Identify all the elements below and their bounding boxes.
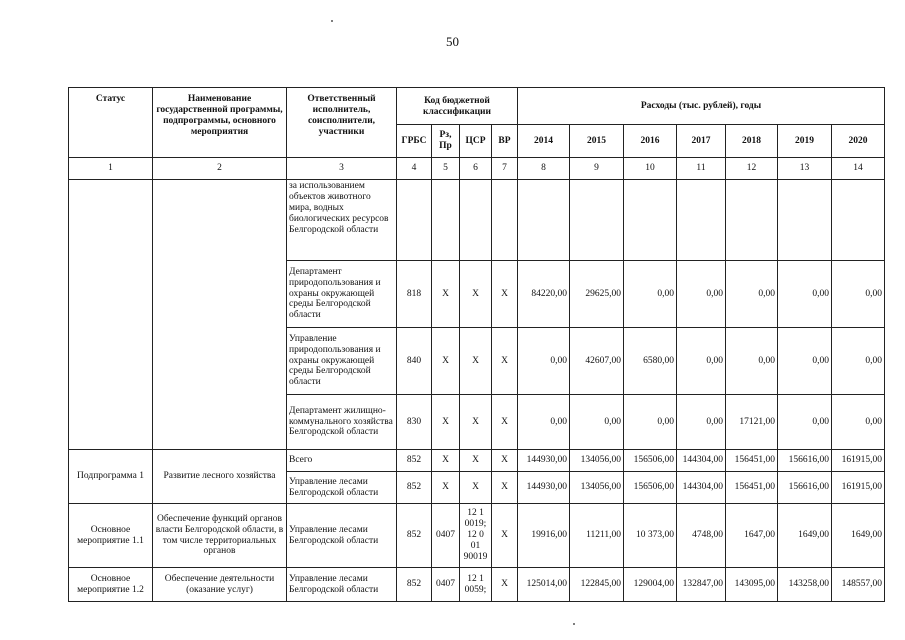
value-cell: 84220,00 bbox=[518, 261, 570, 328]
value-cell: 144304,00 bbox=[677, 472, 726, 504]
value-cell: 143258,00 bbox=[778, 568, 832, 602]
rz-cell: X bbox=[432, 395, 460, 450]
vr-cell: X bbox=[492, 261, 518, 328]
header-year: 2016 bbox=[624, 125, 677, 158]
scan-speck bbox=[331, 20, 333, 22]
value-cell: 1647,00 bbox=[726, 504, 778, 568]
csr-cell: X bbox=[460, 328, 492, 395]
header-year: 2015 bbox=[570, 125, 624, 158]
header-year: 2014 bbox=[518, 125, 570, 158]
status-cell: Основное мероприятие 1.1 bbox=[69, 504, 153, 568]
header-year: 2019 bbox=[778, 125, 832, 158]
value-cell: 0,00 bbox=[677, 328, 726, 395]
value-cell: 0,00 bbox=[832, 328, 885, 395]
column-number: 13 bbox=[778, 158, 832, 180]
grbs-cell: 852 bbox=[397, 568, 432, 602]
column-number: 9 bbox=[570, 158, 624, 180]
name-cell: Обеспечение функций органов власти Белгородской области, в том числе территориальных органов bbox=[153, 504, 287, 568]
value-cell: 4748,00 bbox=[677, 504, 726, 568]
table-row bbox=[69, 568, 885, 602]
grbs-cell: 852 bbox=[397, 450, 432, 472]
value-cell: 42607,00 bbox=[570, 328, 624, 395]
value-cell: 10 373,00 bbox=[624, 504, 677, 568]
value-cell: 144930,00 bbox=[518, 450, 570, 472]
value-cell: 0,00 bbox=[726, 328, 778, 395]
header-budget-code: Код бюджетной классификации bbox=[397, 88, 518, 125]
scan-speck bbox=[573, 623, 575, 625]
column-number: 6 bbox=[460, 158, 492, 180]
vr-cell: X bbox=[492, 472, 518, 504]
rz-cell: 0407 bbox=[432, 568, 460, 602]
csr-cell: 12 1 0019; 12 0 01 90019 bbox=[460, 504, 492, 568]
csr-cell: X bbox=[460, 395, 492, 450]
name-cell: Развитие лесного хозяйства bbox=[153, 450, 287, 504]
value-cell: 0,00 bbox=[518, 328, 570, 395]
value-cell: 17121,00 bbox=[726, 395, 778, 450]
value-cell: 0,00 bbox=[778, 261, 832, 328]
value-cell: 0,00 bbox=[570, 395, 624, 450]
value-cell: 144304,00 bbox=[677, 450, 726, 472]
rz-cell: 0407 bbox=[432, 504, 460, 568]
rz-cell: X bbox=[432, 472, 460, 504]
column-number: 4 bbox=[397, 158, 432, 180]
value-cell: 0,00 bbox=[778, 328, 832, 395]
csr-cell: X bbox=[460, 450, 492, 472]
value-cell: 161915,00 bbox=[832, 472, 885, 504]
value-cell: 19916,00 bbox=[518, 504, 570, 568]
grbs-cell: 840 bbox=[397, 328, 432, 395]
status-cell: Подпрограмма 1 bbox=[69, 450, 153, 504]
header-year: 2020 bbox=[832, 125, 885, 158]
executor-cell: Управление лесами Белгородской области bbox=[287, 568, 397, 602]
budget-table bbox=[68, 87, 885, 602]
value-cell: 0,00 bbox=[677, 395, 726, 450]
value-cell: 134056,00 bbox=[570, 450, 624, 472]
executor-cell: за использованием объектов животного мира, водных биологических ресурсов Белгородской области bbox=[287, 180, 397, 261]
column-number: 8 bbox=[518, 158, 570, 180]
header-vr: ВР bbox=[492, 125, 518, 158]
page-number: 50 bbox=[446, 34, 459, 49]
vr-cell: X bbox=[492, 328, 518, 395]
value-cell: 156451,00 bbox=[726, 450, 778, 472]
value-cell: 0,00 bbox=[832, 261, 885, 328]
csr-cell: X bbox=[460, 472, 492, 504]
header-year: 2018 bbox=[726, 125, 778, 158]
vr-cell: X bbox=[492, 395, 518, 450]
value-cell: 125014,00 bbox=[518, 568, 570, 602]
value-cell: 156506,00 bbox=[624, 450, 677, 472]
value-cell: 156506,00 bbox=[624, 472, 677, 504]
header-csr: ЦСР bbox=[460, 125, 492, 158]
rz-cell: X bbox=[432, 328, 460, 395]
name-cell bbox=[153, 180, 287, 450]
value-cell: 0,00 bbox=[677, 261, 726, 328]
executor-cell: Департамент жилищно-коммунального хозяйства Белгородской области bbox=[287, 395, 397, 450]
value-cell: 1649,00 bbox=[778, 504, 832, 568]
value-cell: 156451,00 bbox=[726, 472, 778, 504]
vr-cell: X bbox=[492, 450, 518, 472]
header-name: Наименование государственной программы, подпрограммы, основного мероприятия bbox=[153, 88, 287, 158]
value-cell: 132847,00 bbox=[677, 568, 726, 602]
header-status: Статус bbox=[69, 88, 153, 158]
name-cell: Обеспечение деятельности (оказание услуг) bbox=[153, 568, 287, 602]
grbs-cell: 830 bbox=[397, 395, 432, 450]
value-cell: 148557,00 bbox=[832, 568, 885, 602]
header-rz: Рз, Пр bbox=[432, 125, 460, 158]
value-cell: 0,00 bbox=[778, 395, 832, 450]
executor-cell: Всего bbox=[287, 450, 397, 472]
value-cell: 143095,00 bbox=[726, 568, 778, 602]
column-number: 14 bbox=[832, 158, 885, 180]
value-cell: 161915,00 bbox=[832, 450, 885, 472]
column-number-row bbox=[69, 158, 885, 180]
rz-cell: X bbox=[432, 261, 460, 328]
value-cell: 134056,00 bbox=[570, 472, 624, 504]
value-cell: 144930,00 bbox=[518, 472, 570, 504]
grbs-cell: 852 bbox=[397, 504, 432, 568]
column-number: 12 bbox=[726, 158, 778, 180]
value-cell: 6580,00 bbox=[624, 328, 677, 395]
column-number: 3 bbox=[287, 158, 397, 180]
column-number: 11 bbox=[677, 158, 726, 180]
status-cell bbox=[69, 180, 153, 450]
value-cell: 0,00 bbox=[518, 395, 570, 450]
table-row bbox=[69, 180, 885, 261]
grbs-cell: 852 bbox=[397, 472, 432, 504]
vr-cell: X bbox=[492, 504, 518, 568]
column-number: 10 bbox=[624, 158, 677, 180]
value-cell: 11211,00 bbox=[570, 504, 624, 568]
value-cell: 0,00 bbox=[624, 261, 677, 328]
column-number: 5 bbox=[432, 158, 460, 180]
rz-cell: X bbox=[432, 450, 460, 472]
header-expenses: Расходы (тыс. рублей), годы bbox=[518, 88, 885, 125]
header-year: 2017 bbox=[677, 125, 726, 158]
value-cell: 129004,00 bbox=[624, 568, 677, 602]
value-cell: 122845,00 bbox=[570, 568, 624, 602]
executor-cell: Управление лесами Белгородской области bbox=[287, 504, 397, 568]
executor-cell: Департамент природопользования и охраны окружающей среды Белгородской области bbox=[287, 261, 397, 328]
grbs-cell: 818 bbox=[397, 261, 432, 328]
header-grbs: ГРБС bbox=[397, 125, 432, 158]
csr-cell: 12 1 0059; bbox=[460, 568, 492, 602]
vr-cell: X bbox=[492, 568, 518, 602]
csr-cell: X bbox=[460, 261, 492, 328]
value-cell: 29625,00 bbox=[570, 261, 624, 328]
table-row bbox=[69, 504, 885, 568]
executor-cell: Управление лесами Белгородской области bbox=[287, 472, 397, 504]
value-cell: 156616,00 bbox=[778, 450, 832, 472]
header-executor: Ответственный исполнитель, соисполнители, участники bbox=[287, 88, 397, 158]
value-cell: 0,00 bbox=[726, 261, 778, 328]
value-cell: 1649,00 bbox=[832, 504, 885, 568]
column-number: 7 bbox=[492, 158, 518, 180]
executor-cell: Управление природопользования и охраны окружающей среды Белгородской области bbox=[287, 328, 397, 395]
column-number: 2 bbox=[153, 158, 287, 180]
value-cell: 0,00 bbox=[624, 395, 677, 450]
column-number: 1 bbox=[69, 158, 153, 180]
value-cell: 156616,00 bbox=[778, 472, 832, 504]
value-cell: 0,00 bbox=[832, 395, 885, 450]
table-row bbox=[69, 450, 885, 472]
status-cell: Основное мероприятие 1.2 bbox=[69, 568, 153, 602]
